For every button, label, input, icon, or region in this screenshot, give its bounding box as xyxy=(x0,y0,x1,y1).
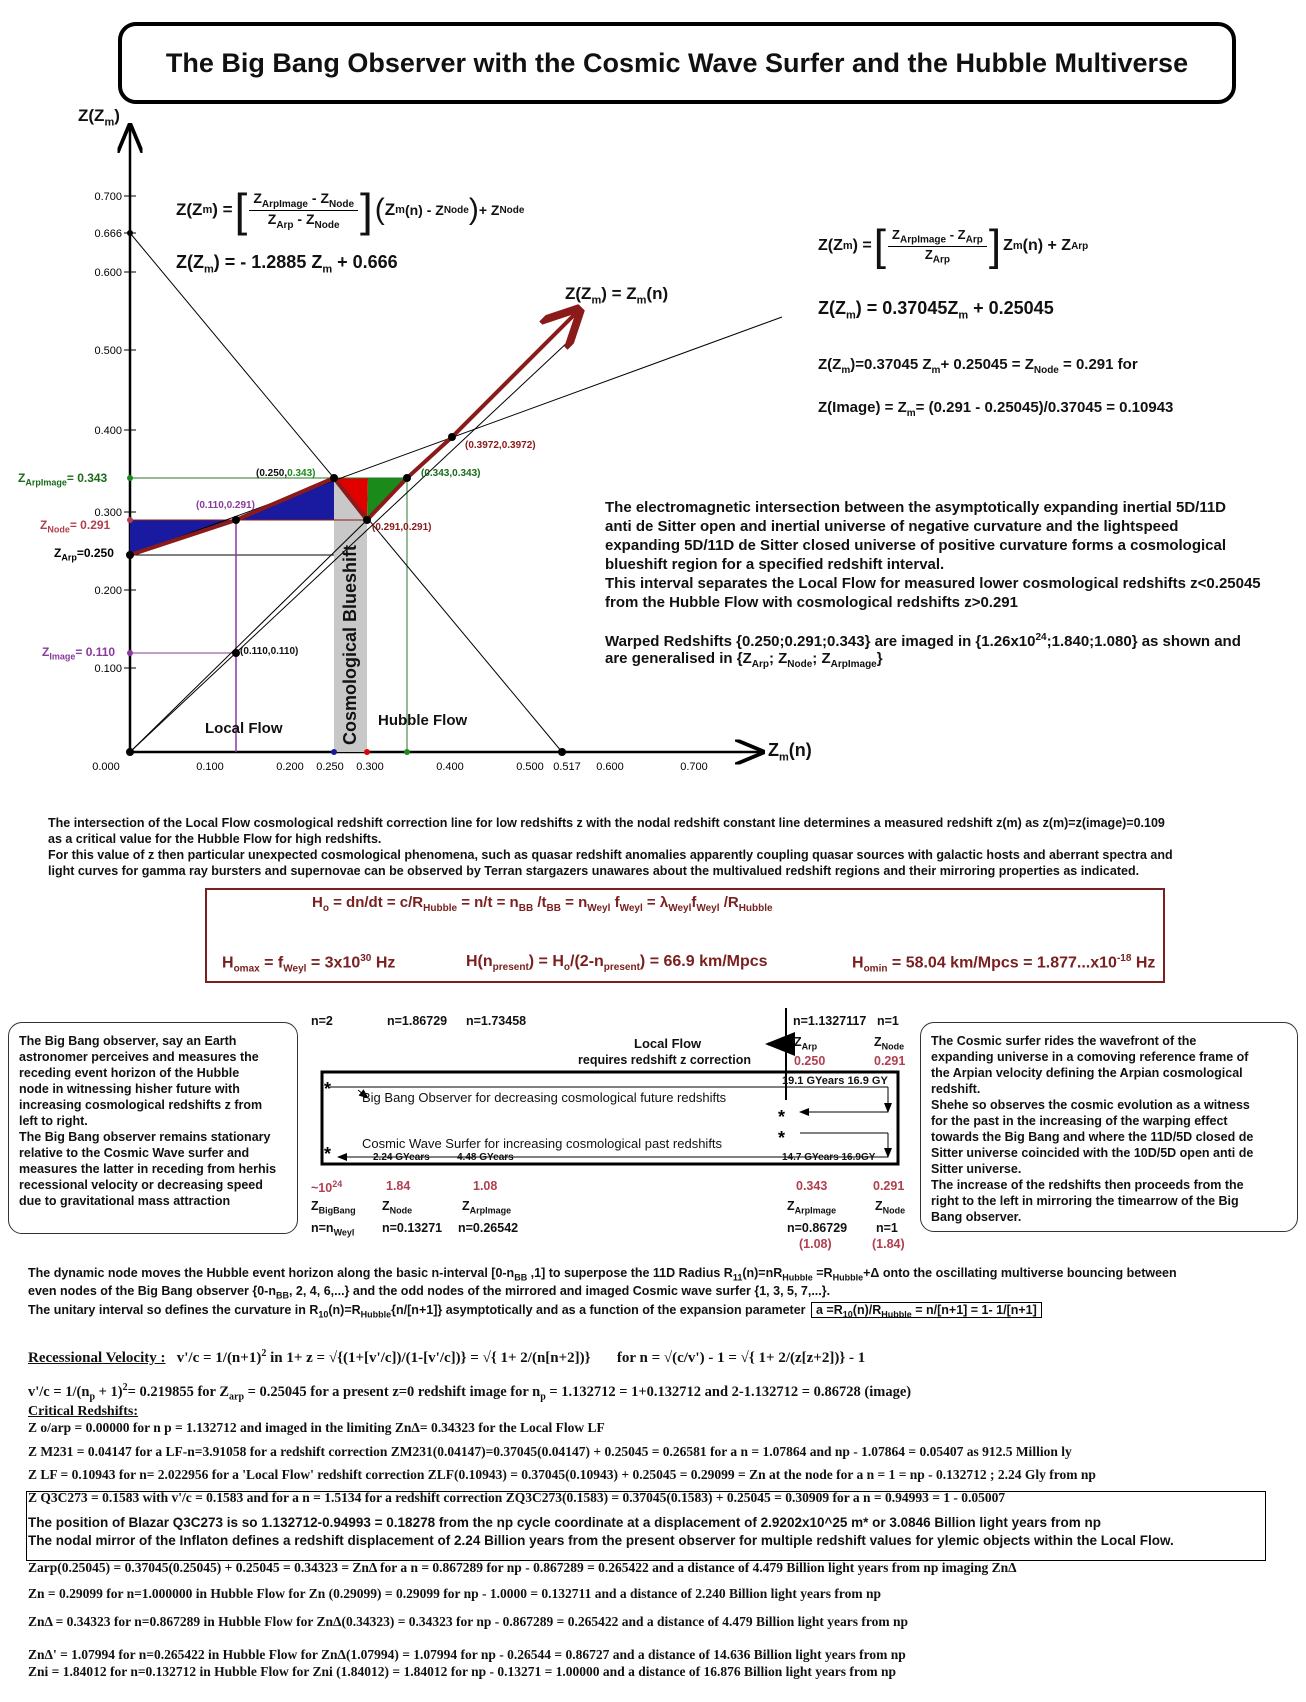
recessional-eq2: $v'/c = 1/(n_p + 1)^2= 0.219855$ for $Z_{arp} = 0.25045$ for a present z=0 redshift image for $n_p = 1.132712 = 1+0.132712$ and 2-1.132712 = 0.86728 (image) xyxy=(28,1382,912,1403)
text-line: Sitter universe coincided with the 10D/5D open anti de xyxy=(931,1146,1254,1160)
identity-label: $Z(Z_m) = Z_m(n)$ xyxy=(565,284,669,307)
y-tick-label: 0.666 xyxy=(94,228,122,240)
text-line: The Cosmic surfer rides the wavefront of the xyxy=(931,1034,1197,1048)
x-tick-label: 0.400 xyxy=(436,761,464,773)
timeline-years2a: 2.24 GYears xyxy=(373,1152,430,1163)
critical-line: Zni = 1.84012 for n=0.132712 in Hubble Flow for Zni (1.84012) = 1.84012 for np - 0.13271 = 1.00000 and a distance of 16.876 Billion light years from np xyxy=(28,1664,896,1679)
bottom-0343: 0.343 xyxy=(796,1179,828,1193)
formula-image-solve: Z(Image) = $Z_m= (0.291 - 0.25045)/0.37045 = 0.10943$ xyxy=(818,399,1174,419)
x-tick-label: 0.517 xyxy=(553,761,581,773)
timeline-znode-val: 0.291 xyxy=(874,1054,906,1068)
y-tick-label: 0.500 xyxy=(94,345,122,357)
hubble-flow-label: Hubble Flow xyxy=(378,712,468,729)
timeline-n2: n=2 xyxy=(311,1014,333,1028)
text-line: as a critical value for the Hubble Flow for high redshifts. xyxy=(48,832,382,846)
text-line: receding event horizon of the Hubble xyxy=(19,1066,240,1080)
asterisk: * xyxy=(324,1144,332,1164)
y-tick-label: 0.600 xyxy=(94,267,122,279)
text-line: expanding 5D/11D de Sitter closed universe of positive curvature forms a cosmological xyxy=(605,537,1227,554)
dynamic-node-line3: The unitary interval so defines the curvature in $R_{10}(n)=R_{Hubble}\{n/[n+1]\}$ asymptotically and as a function of the expansion parameter $a =R_{10}(n)/R_{Hubble} = n/[n+1] = 1-$ 1/[n+1] xyxy=(28,1302,1042,1323)
text-line: redshift. xyxy=(931,1082,981,1096)
bottom-zarpimage2: $Z_{ArpImage}$ xyxy=(787,1199,837,1216)
timeline-years2c: 14.7 GYears 16.9GY xyxy=(782,1152,876,1163)
bottom-n013: n=0.13271 xyxy=(382,1221,443,1235)
label-zarpimage: $Z_{ArpImage}= 0.343$ xyxy=(18,471,108,488)
y-axis-title: $Z(Z_m)$ xyxy=(78,106,120,129)
critical-line: Z LF = 0.10943 for n= 2.022956 for a 'Local Flow' redshift correction ZLF(0.10943) = 0.37045(0.10943) + 0.25045 = 0.29099 = Zn at the node for a n = 1 = np - 0.132712 ; 2.24 Gly from np xyxy=(28,1467,1096,1482)
point-label-110-110: (0.110,0.110) xyxy=(240,646,299,657)
text-line: the Arpian velocity defining the Arpian cosmological xyxy=(931,1066,1243,1080)
label-zimage: $Z_{Image}= 0.110$ xyxy=(42,645,116,662)
text-line: The increase of the redshifts then proceeds from the xyxy=(931,1178,1244,1192)
blueshift-label: Cosmological Blueshift xyxy=(340,544,360,745)
critical-line: ZnΔ' = 1.07994 for n=0.265422 in Hubble Flow for ZnΔ(1.07994) = 1.07994 for np - 0.26544 = 0.86727 and a distance of 14.636 Billion light years from np xyxy=(28,1647,906,1662)
critical-line: Z M231 = 0.04147 for a LF-n=3.91058 for a redshift correction ZM231(0.04147)=0.37045(0.04147) + 0.25045 = 0.26581 for a n = 1.07864 and np - 1.07864 = 0.05407 as 912.5 Million ly xyxy=(28,1444,1072,1459)
bottom-108p: (1.08) xyxy=(799,1237,832,1251)
x-tick-label: 0.500 xyxy=(516,761,544,773)
point-label-3972: (0.3972,0.3972) xyxy=(465,440,536,451)
text-line: for the past in the increasing of the warping effect xyxy=(931,1114,1228,1128)
text-line: anti de Sitter open and inertial universe of negative curvature and the lightspeed xyxy=(605,518,1179,535)
bottom-1024: $\sim 10^{24}$ xyxy=(311,1179,343,1196)
text-line: due to gravitational mass attraction xyxy=(19,1194,231,1208)
critical-line: The position of Blazar Q3C273 is so 1.132712-0.94993 = 0.18278 from the np cycle coordinate at a displacement of 2.9202x10^25 m* or 3.0846 Billion light years from np xyxy=(28,1515,1101,1530)
text-line: Shehe so observes the cosmic evolution as a witness xyxy=(931,1098,1250,1112)
critical-line: Z Q3C273 = 0.1583 with v'/c = 0.1583 and for a n = 1.5134 for a redshift correction ZQ3C273(0.1583) = 0.37045(0.1583) + 0.25045 = 0.30909 for a n = 0.94993 = 1 - 0.05007 xyxy=(28,1490,1006,1505)
text-line: increasing cosmological redshifts z from xyxy=(19,1098,263,1112)
label-znode: $Z_{Node}= 0.291$ xyxy=(40,518,111,535)
y-tick-label: 0.400 xyxy=(94,425,122,437)
formula-arp-line: Z(Z m ) = [ $Z_{ArpImage} - Z_{Arp}$ $Z_{Arp}$ ] Z m (n) + Z Arp xyxy=(818,221,1089,270)
asterisk: * xyxy=(778,1107,786,1127)
bottom-0291: 0.291 xyxy=(873,1179,905,1193)
timeline-requires: requires redshift z correction xyxy=(578,1053,751,1067)
bottom-108: 1.08 xyxy=(473,1179,498,1193)
critical-line: Zarp(0.25045) = 0.37045(0.25045) + 0.25045 = 0.34323 = ZnΔ for a n = 0.867289 for np - 0.867289 = 0.265422 and a distance of 4.479 Billion light years from np imaging ZnΔ xyxy=(28,1560,1017,1575)
y-tick-label: 0.300 xyxy=(94,507,122,519)
dynamic-node-line1: The dynamic node moves the Hubble event horizon along the basic n-interval [$0-n_{BB}$ ,1] to superpose the 11D Radius $R_{11}(n)=nR_{Hubble} =R_{Hubble}+\Delta$ onto the oscillating multiverse bouncing between xyxy=(28,1266,1177,1283)
timeline-years2b: 4.48 GYears xyxy=(457,1152,514,1163)
y-tick-label: 0.200 xyxy=(94,585,122,597)
timeline-n113: n=1.1327117 xyxy=(793,1014,867,1028)
text-line: light curves for gamma ray bursters and supernovae can be observed by Terran stargazers unawares about the multivalued redshift regions and their mirroring properties as indicated. xyxy=(48,864,1140,878)
bottom-znode: $Z_{Node}$ xyxy=(382,1199,413,1216)
text-line: The electromagnetic intersection between the asymptotically expanding inertial 5D/11D xyxy=(605,499,1227,516)
text-line: For this value of z then particular unexpected cosmological phenomena, such as quasar redshift anomalies apparently coupling quasar sources with galactic hosts and aberrant spectra and xyxy=(48,848,1173,862)
y-tick-label: 0.100 xyxy=(94,663,122,675)
point-label-291-291: (0.291,0.291) xyxy=(372,522,432,533)
critical-line: ZnΔ = 0.34323 for n=0.867289 in Hubble Flow for ZnΔ(0.34323) = 0.34323 for np - 0.867289 = 0.265422 and a distance of 4.479 Billion light years from np xyxy=(28,1614,909,1629)
hubble-present: $H(n_{present}) = H_o/(2-n_{present}) = 66.9$ km/Mpcs xyxy=(466,953,768,974)
critical-line: Z o/arp = 0.00000 for n p = 1.132712 and imaged in the limiting ZnΔ= 0.34323 for the Local Flow LF xyxy=(28,1420,605,1435)
x-tick-label: 0.250 xyxy=(316,761,344,773)
text-line: Sitter universe. xyxy=(931,1162,1022,1176)
bottom-zbigbang: $Z_{BigBang}$ xyxy=(311,1199,356,1216)
x-tick-label: 0.600 xyxy=(596,761,624,773)
point-label-250-343: (0.250,0.343) xyxy=(256,468,316,479)
critical-line: Zn = 0.29099 for n=1.000000 in Hubble Flow for Zn (0.29099) = 0.29099 for np - 1.0000 = 0.132711 and a distance of 2.240 Billion light years from np xyxy=(28,1586,881,1601)
text-line: expanding universe in a comoving reference frame of xyxy=(931,1050,1249,1064)
label-zarp: $Z_{Arp}=0.250$ xyxy=(54,546,114,563)
x-tick-label: 0.200 xyxy=(276,761,304,773)
x-tick-label: 0.300 xyxy=(356,761,384,773)
text-line: towards the Big Bang and where the 11D/5D closed de xyxy=(931,1130,1254,1144)
asterisk: * xyxy=(324,1079,332,1099)
text-line: The Big Bang observer, say an Earth xyxy=(19,1034,237,1048)
timeline-years1: 19.1 GYears 16.9 GY xyxy=(782,1075,888,1087)
timeline-znode: $Z_{Node}$ xyxy=(874,1035,905,1052)
text-line: from the Hubble Flow with cosmological redshifts z>0.291 xyxy=(605,594,1018,611)
hubble-max: $H_{omax} = f_{Weyl} = 3x10^{30}$ Hz xyxy=(222,953,396,975)
text-line: The intersection of the Local Flow cosmological redshift correction line for low redshifts z with the nodal redshift constant line determines a measured redshift z(m) as z(m)=z(image)=0.109 xyxy=(48,816,1165,830)
text-line: node in witnessing hisher future with xyxy=(19,1082,240,1096)
y-tick-label: 0.700 xyxy=(94,191,122,203)
text-line: right to the left in mirroring the timearrow of the Big xyxy=(931,1194,1239,1208)
critical-heading: Critical Redshifts: xyxy=(28,1404,139,1419)
text-line: relative to the Cosmic Wave surfer and xyxy=(19,1146,250,1160)
text-line: measures the latter in receding from herhis xyxy=(19,1162,277,1176)
bottom-n026: n=0.26542 xyxy=(458,1221,519,1235)
text-line: Bang observer. xyxy=(931,1210,1022,1224)
bottom-zarpimage: $Z_{ArpImage}$ xyxy=(462,1199,512,1216)
timeline-n173: n=1.73458 xyxy=(466,1014,527,1028)
timeline-n186: n=1.86729 xyxy=(387,1014,448,1028)
bottom-nweyl: $n=n_{Weyl}$ xyxy=(311,1221,355,1238)
text-line: The Big Bang observer remains stationary xyxy=(19,1130,271,1144)
hubble-definition: $H_o = dn/dt = c/R_{Hubble} = n/t = n_{BB}$ $/t_{BB} = n_{Weyl}$ $f_{Weyl} = \lambda_{Weyl}f_{Weyl}$ $/R_{Hubble}$ xyxy=(312,894,773,914)
text-line: astronomer perceives and measures the xyxy=(19,1050,259,1064)
timeline-bbobs: Big Bang Observer for decreasing cosmological future redshifts xyxy=(362,1090,727,1105)
formula-arp-numeric: $Z(Z_m) = 0.37045Z_m + 0.25045$ xyxy=(818,298,1054,322)
dynamic-node-line2: even nodes of the Big Bang observer {$0-n_{BB}$, 2, 4, 6,...} and the odd nodes of the mirrored and imaged Cosmic wave surfer {1, 3, 5, 7,...}. xyxy=(28,1284,831,1301)
recessional-eq1: Recessional Velocity : $v'/c = 1/(n+1)^2$ in 1+ z = √{(1+[v'/c])/(1-[v'/c])} = √{ 1+ 2/(n[n+2])} for n = √(c/v') - 1 = √{ 1+ 2/(z[z+2])} - 1 xyxy=(28,1348,866,1366)
bottom-184p: (1.84) xyxy=(872,1237,905,1251)
warped-redshifts-line2: are generalised in {$Z_{Arp}$; $Z_{Node}$; $Z_{ArpImage}$} xyxy=(605,650,883,670)
bottom-n1: n=1 xyxy=(876,1221,898,1235)
formula-node-numeric: $Z(Z_m)$ = - 1.2885 $Z_m + 0.666$ xyxy=(176,252,398,276)
timeline-zarp-val: 0.250 xyxy=(794,1054,826,1068)
asterisk: * xyxy=(778,1128,786,1148)
x-tick-label: 0.700 xyxy=(680,761,708,773)
page-title: The Big Bang Observer with the Cosmic Wave Surfer and the Hubble Multiverse xyxy=(118,22,1236,104)
point-label-343-343: (0.343,0.343) xyxy=(421,468,481,479)
text-line: This interval separates the Local Flow for measured lower cosmological redshifts z<0.25045 xyxy=(605,575,1261,592)
timeline-n1: n=1 xyxy=(877,1014,899,1028)
critical-line: The nodal mirror of the Inflaton defines a redshift displacement of 2.24 Billion years from the present observer for multiple redshift values for ylemic objects within the Local Flow. xyxy=(28,1533,1174,1548)
bottom-184: 1.84 xyxy=(386,1179,411,1193)
timeline-zarp: $Z_{Arp}$ xyxy=(794,1035,818,1052)
point-label-110-291: (0.110,0.291) xyxy=(196,500,255,511)
timeline-localflow: Local Flow xyxy=(634,1036,702,1051)
text-line: blueshift region for a specified redshift interval. xyxy=(605,556,945,573)
text-line: left to right. xyxy=(19,1114,88,1128)
formula-node-solve: $Z(Z_m)=0.37045$ $Z_m+ 0.25045 = Z_{Node} = 0.291$ for xyxy=(818,356,1138,376)
warped-redshifts-line1: Warped Redshifts {0.250;0.291;0.343} are imaged in $\{1.26x10^{24};1.840;1.080\}$ as shown and xyxy=(605,632,1241,650)
bottom-znode2: $Z_{Node}$ xyxy=(875,1199,906,1216)
timeline-surfer: Cosmic Wave Surfer for increasing cosmological past redshifts xyxy=(362,1136,723,1151)
x-tick-label: 0.000 xyxy=(92,761,120,773)
formula-node-line: Z(Z m ) = [ $Z_{ArpImage} - Z_{Node}$ $Z_{Arp} - Z_{Node}$ ] ( Z m (n) - Z Node ) + Z Node xyxy=(176,184,525,236)
bottom-n086: n=0.86729 xyxy=(787,1221,848,1235)
hubble-min: $H_{omin} = 58.04$ km/Mpcs = $1.877...x10^{-18}$ Hz xyxy=(852,953,1156,975)
x-tick-label: 0.100 xyxy=(196,761,224,773)
text-line: recessional velocity or decreasing speed xyxy=(19,1178,263,1192)
local-flow-label: Local Flow xyxy=(205,720,283,737)
x-axis-title: $Z_m(n)$ xyxy=(768,740,812,764)
